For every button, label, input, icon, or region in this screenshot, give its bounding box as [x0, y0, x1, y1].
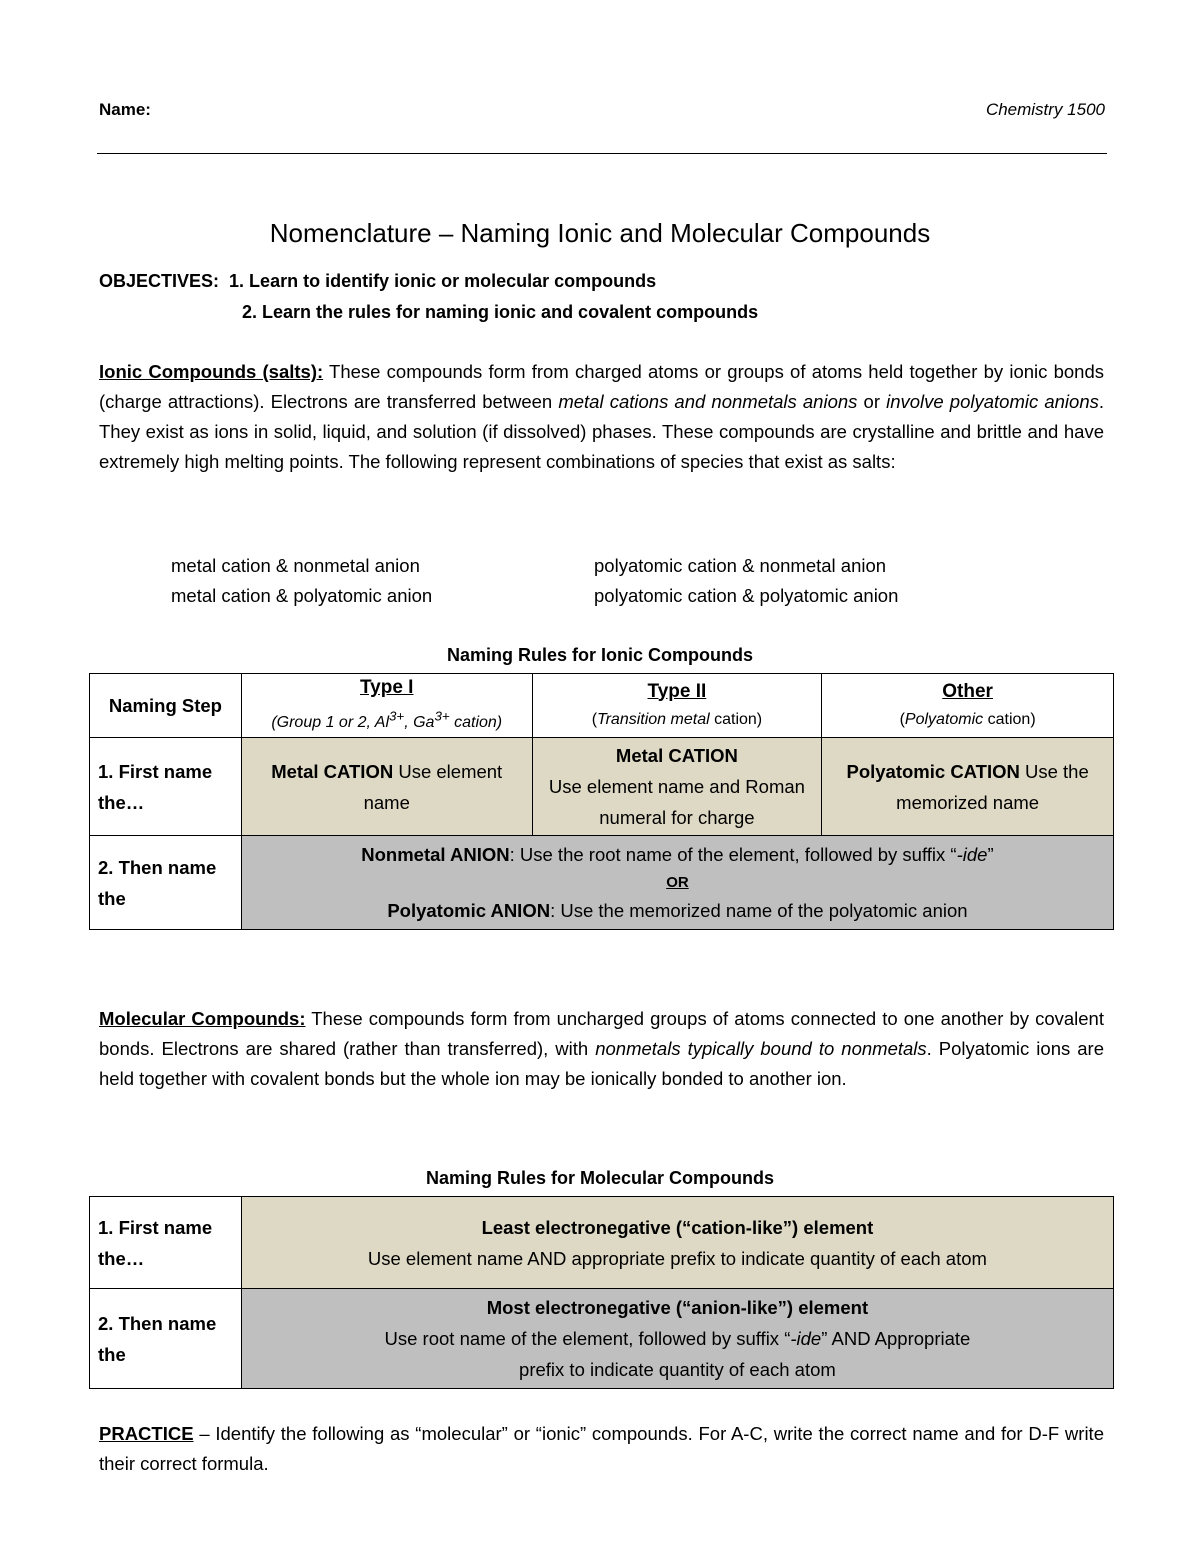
combo-item: metal cation & polyatomic anion: [171, 585, 433, 606]
mol-row-2-rest-em: -ide: [790, 1328, 822, 1349]
row-2-line-1-end: ”: [987, 843, 994, 865]
ionic-text-3: . They exist as ions in solid, liquid, and solution (if dissolved) phases. These compounds are crystalline and brittle and have extremely high melting points. The following represent combinations of species that exist as salts:: [99, 391, 1104, 472]
type-1-sub-a: (Group 1 or 2, Al: [271, 713, 390, 731]
header-naming-step: Naming Step: [90, 674, 242, 738]
combos-left: [171, 551, 432, 611]
row-1-step: 1. First name the…: [90, 738, 242, 836]
practice-text: – Identify the following as “molecular” or “ionic” compounds. For A-C, write the correct name and for D-F write their correct formula.: [99, 1423, 1104, 1474]
ionic-rules-table: [89, 673, 1114, 930]
row-2-line-1-em: -ide: [956, 843, 988, 865]
row-2-line-3: [250, 897, 1105, 925]
type-1-sup-2: 3+: [434, 708, 450, 724]
name-label: Name:: [99, 100, 151, 119]
ionic-table-caption: Naming Rules for Ionic Compounds: [446, 645, 753, 665]
combo-item: polyatomic cation & polyatomic anion: [594, 585, 899, 606]
objectives: [99, 266, 758, 328]
page-title: Nomenclature – Naming Ionic and Molecular Compounds: [269, 218, 931, 248]
ionic-paragraph: [99, 357, 1104, 477]
row-2-line-1-bold: Nonmetal ANION: [361, 843, 510, 865]
objectives-label: OBJECTIVES:: [99, 271, 220, 291]
row-1-other-bold: Polyatomic CATION: [846, 760, 1020, 782]
mol-row-2-rule: [241, 1289, 1113, 1389]
ionic-lead: Ionic Compounds (salts):: [99, 361, 324, 382]
practice-lead: PRACTICE: [99, 1423, 194, 1444]
combo-item: metal cation & nonmetal anion: [171, 555, 420, 576]
mol-row-1-step: 1. First name the…: [90, 1197, 242, 1289]
table-row: [90, 1289, 1114, 1389]
molecular-paragraph: [99, 1004, 1104, 1094]
table-row: [90, 836, 1114, 930]
row-1-type-2-rest: Use element name and Roman numeral for charge: [548, 776, 805, 828]
molecular-em-1: nonmetals typically bound to nonmetals: [595, 1038, 927, 1059]
mol-row-1-rule: [241, 1197, 1113, 1289]
objective-2: 2. Learn the rules for naming ionic and covalent compounds: [242, 302, 759, 322]
row-1-type-1-bold: Metal CATION: [271, 760, 394, 782]
combo-item: polyatomic cation & nonmetal anion: [594, 555, 887, 576]
mol-row-1-bold: Least electronegative (“cation-like”) element: [481, 1216, 874, 1238]
header-other: [822, 674, 1114, 738]
row-1-type-2: [532, 738, 822, 836]
other-sub-rest: cation): [983, 710, 1036, 728]
type-1-subtitle: [250, 702, 524, 736]
mol-row-2-rest-a: Use root name of the element, followed by suffix “: [384, 1328, 791, 1349]
ionic-text-2: or: [857, 391, 887, 412]
type-2-subtitle: (Transition metal cation): [591, 710, 763, 728]
other-sub-em: Polyatomic: [904, 710, 984, 728]
row-2-line-1-rest: : Use the root name of the element, followed by suffix “: [509, 843, 957, 865]
practice-paragraph: [99, 1419, 1104, 1479]
table-row: [90, 674, 1114, 738]
mol-row-1-rest: Use element name AND appropriate prefix to indicate quantity of each atom: [367, 1247, 987, 1269]
ionic-text-1: These compounds form from charged atoms or groups of atoms held together by ionic bonds (charge attractions). Electrons are transferred between: [99, 361, 1105, 412]
molecular-text-2: . Polyatomic ions are held together with covalent bonds but the whole ion may be ionically bonded to another ion.: [99, 1038, 1104, 1089]
type-2-title: Type II: [647, 680, 707, 702]
table-row: [90, 738, 1114, 836]
type-2-sub-rest: cation): [709, 710, 763, 728]
row-1-type-2-bold: Metal CATION: [615, 745, 738, 766]
type-1-title: Type I: [359, 677, 414, 699]
objective-row-1: [99, 266, 758, 297]
row-2-anion-rule: [241, 836, 1113, 930]
header-type-2: [532, 674, 822, 738]
molecular-lead: Molecular Compounds:: [99, 1008, 306, 1029]
table-row: [90, 1197, 1114, 1289]
row-2-or: OR: [666, 873, 689, 891]
row-1-other: [822, 738, 1114, 836]
mol-row-2-rest: [362, 1323, 993, 1385]
combos-right: [594, 551, 898, 611]
ionic-em-2: involve polyatomic anions: [886, 391, 1099, 412]
objective-1: 1. Learn to identify ionic or molecular compounds: [229, 271, 657, 291]
header-rule: [97, 153, 1107, 154]
row-2-line-3-rest: : Use the memorized name of the polyatomic anion: [550, 899, 968, 921]
mol-row-2-bold: Most electronegative (“anion-like”) element: [486, 1297, 869, 1318]
mol-row-2-step: 2. Then name the: [90, 1289, 242, 1389]
type-1-sub-c: cation): [449, 713, 503, 731]
row-2-line-1: [250, 841, 1105, 869]
ionic-em-1: metal cations and nonmetals anions: [558, 391, 858, 412]
molecular-rules-table: [89, 1196, 1114, 1389]
row-1-type-1: [241, 738, 532, 836]
row-2-line-3-bold: Polyatomic ANION: [387, 899, 551, 921]
type-2-sub-em: Transition metal: [597, 710, 710, 728]
mol-row-2-rest-b: ” AND Appropriate prefix to indicate quantity of each atom: [519, 1328, 971, 1380]
molecular-text-1: These compounds form from uncharged groups of atoms connected to one another by covalent bonds. Electrons are shared (rather than transferred), with: [99, 1008, 1104, 1059]
other-subtitle: (Polyatomic cation): [899, 710, 1036, 728]
molecular-table-caption: Naming Rules for Molecular Compounds: [425, 1168, 775, 1188]
type-1-sup-1: 3+: [389, 708, 405, 724]
other-title: Other: [942, 680, 993, 702]
row-1-type-1-rest: Use element name: [363, 760, 503, 813]
row-2-step: 2. Then name the: [90, 836, 242, 930]
row-1-other-rest: Use the memorized name: [896, 760, 1089, 813]
type-1-sub-b: , Ga: [404, 713, 435, 731]
course-name: Chemistry 1500: [985, 100, 1105, 119]
header-type-1: [241, 674, 532, 738]
